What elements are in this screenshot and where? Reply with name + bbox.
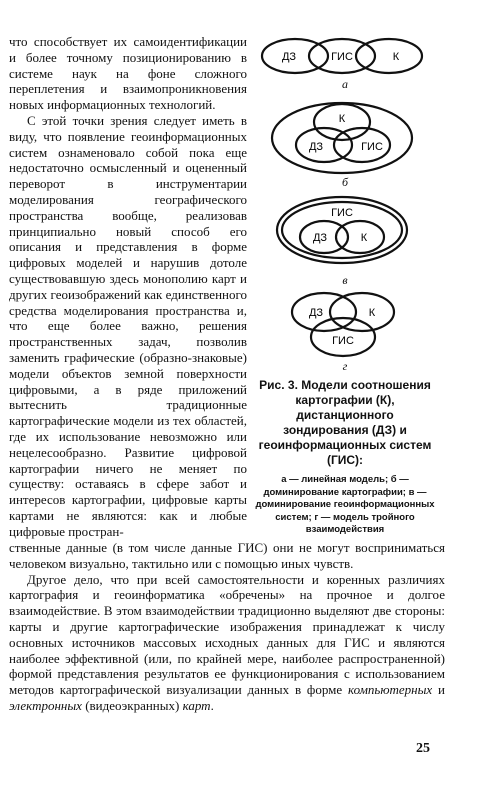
paragraph-3 [9, 572, 445, 714]
page-number: 25 [416, 741, 430, 756]
letter-v: в [342, 273, 348, 287]
para3-text-1: Другое дело, что при всей самостоятельности и коренных различиях картография и геоинформатика «обречены» на прочное и долгое взаимодействие. В этом взаимодействии традиционно выделяют две стороны: карты и другие картографические изображения принадлежат к числу основных источников массовых исходных данных для ГИС и являются наиболее эффективной (или, по крайней мере, наиболее распространенной) формой представления результатов ее функционирования с использованием методов картографической визуализации данных в форме [9, 571, 445, 698]
label-gis: ГИС [361, 141, 383, 153]
label-gis: ГИС [332, 335, 354, 347]
emphasis-electronic: электронных [9, 697, 82, 713]
label-gis: ГИС [331, 207, 353, 219]
caption-main: Рис. 3. Модели соотношения картографии (К), дистанционного зондирования (ДЗ) и геоинформационных систем (ГИС): [258, 378, 432, 467]
diagram-b [252, 96, 438, 176]
label-k: К [338, 113, 346, 125]
letter-b: б [341, 175, 349, 189]
continuation: ственные данные (в том числе данные ГИС) они не могут восприниматься человеком визуально, тактильно или с помощью иных чувств. [9, 540, 445, 571]
label-dz: ДЗ [308, 141, 324, 153]
label-k: К [368, 307, 376, 319]
diagram-g [252, 288, 438, 368]
letter-g: г [342, 359, 348, 373]
para3-end: . [210, 697, 214, 713]
label-k: К [392, 51, 400, 63]
caption-legend: а — линейная модель; б — доминирование картографии; в — доминирование геоинформационных систем; г — модель тройного взаимодействия [255, 474, 435, 535]
para3-and: и [432, 682, 445, 698]
letter-a: а [342, 77, 348, 91]
label-dz: ДЗ [308, 307, 324, 319]
label-dz: ДЗ [281, 51, 297, 63]
label-dz: ДЗ [312, 232, 328, 244]
label-gis: ГИС [331, 51, 353, 63]
full-width-text [9, 540, 445, 714]
diagram-v [252, 192, 438, 272]
emphasis-computer: компьютерных [348, 682, 433, 698]
paragraph-2: С этой точки зрения следует иметь в виду, что появление геоинформационных систем ознаменовало собой пока еще недостаточно осмысленный и оцененный переворот в инструментарии моделирования географического пространства вообще, реализовав принципиально новый способ его описания и представления в форме цифровых моделей и нарушив дотоле существовавшую здесь монополию карт и других геоизображений как единственного средства моделирования пространства и, что еще более важно, решения пространственных задач, позволив заменить графические (образно-знаковые) модели объектов земной поверхности цифровыми, а в ряде приложений вытеснить традиционные картографические модели из тех областей, где их использование невозможно или нецелесообразно. Развитие цифровой картографии ничего не меняет по существу: оставаясь в сфере забот и интересов картографии, цифровые карты картами не являются: как и любые цифровые простран- [9, 112, 247, 539]
emphasis-maps: карт [182, 697, 211, 713]
figure-caption [252, 378, 438, 537]
left-column [9, 34, 247, 540]
paragraph-1: что способствует их самоидентификации и более точному позиционированию в системе наук на фоне сложного переплетения и взаимопроникновения новых информационных технологий. [9, 34, 247, 113]
para3-text-2: (видеоэкранных) [81, 697, 183, 713]
label-k: К [360, 232, 368, 244]
